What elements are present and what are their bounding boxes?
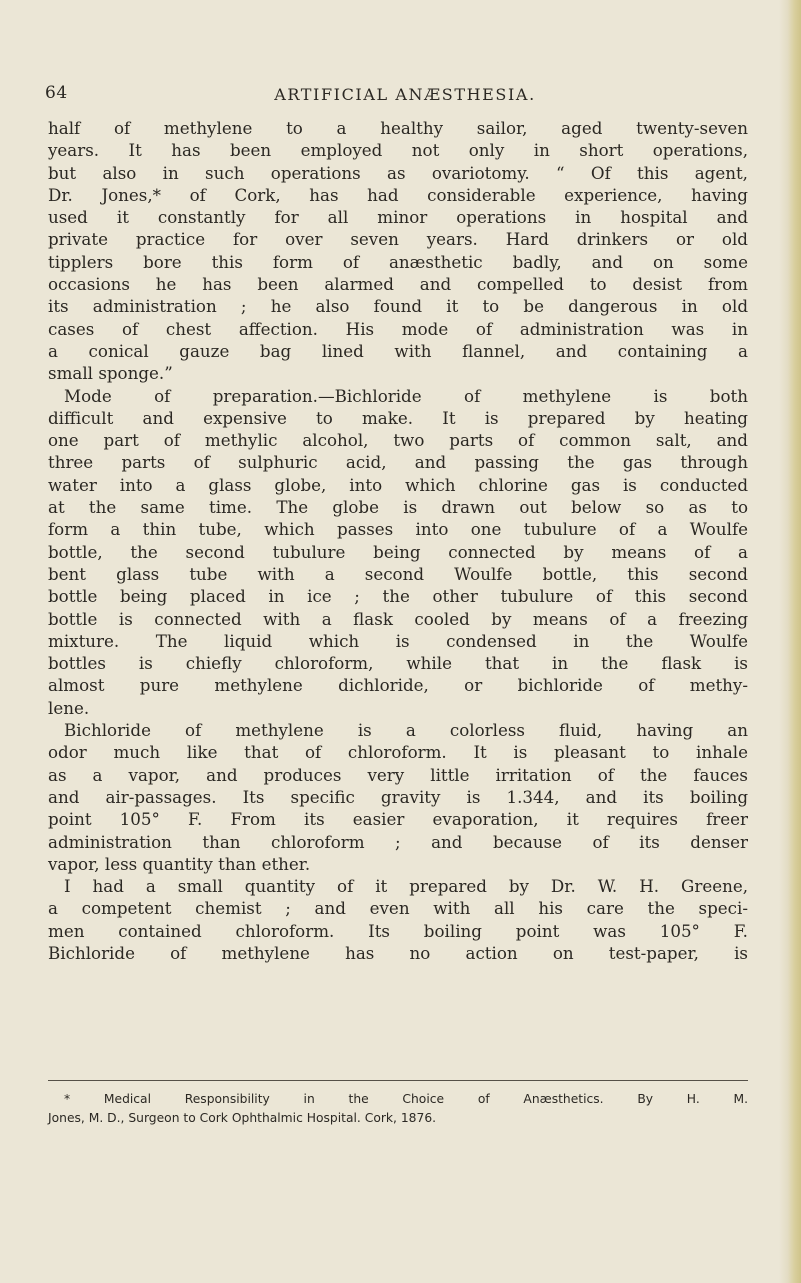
text-line: but also in such operations as ovariotomy. “ Of this agent, (48, 162, 748, 183)
text-line: a conical gauze bag lined with flannel, and containing a (48, 340, 748, 361)
page-number: 64 (45, 83, 68, 103)
text-line: administration than chloroform ; and because of its denser (48, 831, 748, 852)
text-line: vapor, less quantity than ether. (48, 853, 311, 874)
text-line: a competent chemist ; and even with all his care the speci- (48, 898, 748, 919)
text-line: Bichloride of methylene is a colorless fluid, having an (64, 720, 748, 741)
body-text (48, 117, 748, 964)
text-line: point 105° F. From its easier evaporation, it requires freer (48, 809, 748, 830)
text-line: at the same time. The globe is drawn out below so as to (48, 497, 748, 518)
footnote-line: * Medical Responsibility in the Choice of Anæsthetics. By H. M. (64, 1092, 748, 1106)
text-line: one part of methylic alcohol, two parts of common salt, and (48, 430, 748, 451)
text-line: tipplers bore this form of anæsthetic badly, and on some (48, 251, 748, 272)
text-line: almost pure methylene dichloride, or bichloride of methy- (48, 675, 748, 696)
text-line: bottle is connected with a flask cooled by means of a freezing (48, 608, 748, 629)
text-line: Dr. Jones,* of Cork, has had considerable experience, having (48, 184, 748, 205)
text-line: half of methylene to a healthy sailor, aged twenty-seven (48, 118, 748, 138)
text-line: and air-passages. Its specific gravity is 1.344, and its boiling (48, 786, 748, 807)
text-line: bottle, the second tubulure being connected by means of a (48, 541, 748, 562)
text-line: I had a small quantity of it prepared by Dr. W. H. Greene, (64, 876, 748, 897)
text-line: cases of chest affection. His mode of administration was in (48, 318, 748, 339)
footnote-line: Jones, M. D., Surgeon to Cork Ophthalmic Hospital. Cork, 1876. (48, 1111, 437, 1125)
footnote (48, 1090, 748, 1128)
text-line: private practice for over seven years. Hard drinkers or old (48, 229, 748, 250)
text-line: as a vapor, and produces very little irritation of the fauces (48, 764, 748, 785)
text-line: mixture. The liquid which is condensed in the Woulfe (48, 630, 748, 651)
text-line: bottle being placed in ice ; the other tubulure of this second (48, 586, 748, 607)
text-line: bent glass tube with a second Woulfe bottle, this second (48, 563, 748, 584)
text-line: small sponge.” (48, 363, 173, 384)
text-line: men contained chloroform. Its boiling point was 105° F. (48, 920, 748, 941)
text-line: difficult and expensive to make. It is prepared by heating (48, 407, 748, 428)
text-line: three parts of sulphuric acid, and passing the gas through (48, 452, 748, 473)
text-line: its administration ; he also found it to be dangerous in old (48, 296, 748, 317)
page-header (35, 83, 755, 107)
text-line: water into a glass globe, into which chlorine gas is conducted (48, 474, 748, 495)
text-line: years. It has been employed not only in short operations, (48, 140, 748, 161)
running-title: ARTIFICIAL ANÆSTHESIA. (274, 85, 536, 104)
page-edge-shading (779, 0, 801, 1283)
text-line: lene. (48, 697, 90, 718)
text-line: used it constantly for all minor operations in hospital and (48, 207, 748, 228)
text-line: Bichloride of methylene has no action on test-paper, is (48, 942, 748, 963)
text-line: Mode of preparation.—Bichloride of methylene is both (64, 385, 748, 406)
text-line: occasions he has been alarmed and compelled to desist from (48, 274, 748, 295)
footnote-rule (48, 1080, 748, 1081)
text-line: bottles is chiefly chloroform, while that in the flask is (48, 653, 748, 674)
text-line: form a thin tube, which passes into one tubulure of a Woulfe (48, 519, 748, 540)
text-line: odor much like that of chloroform. It is pleasant to inhale (48, 742, 748, 763)
